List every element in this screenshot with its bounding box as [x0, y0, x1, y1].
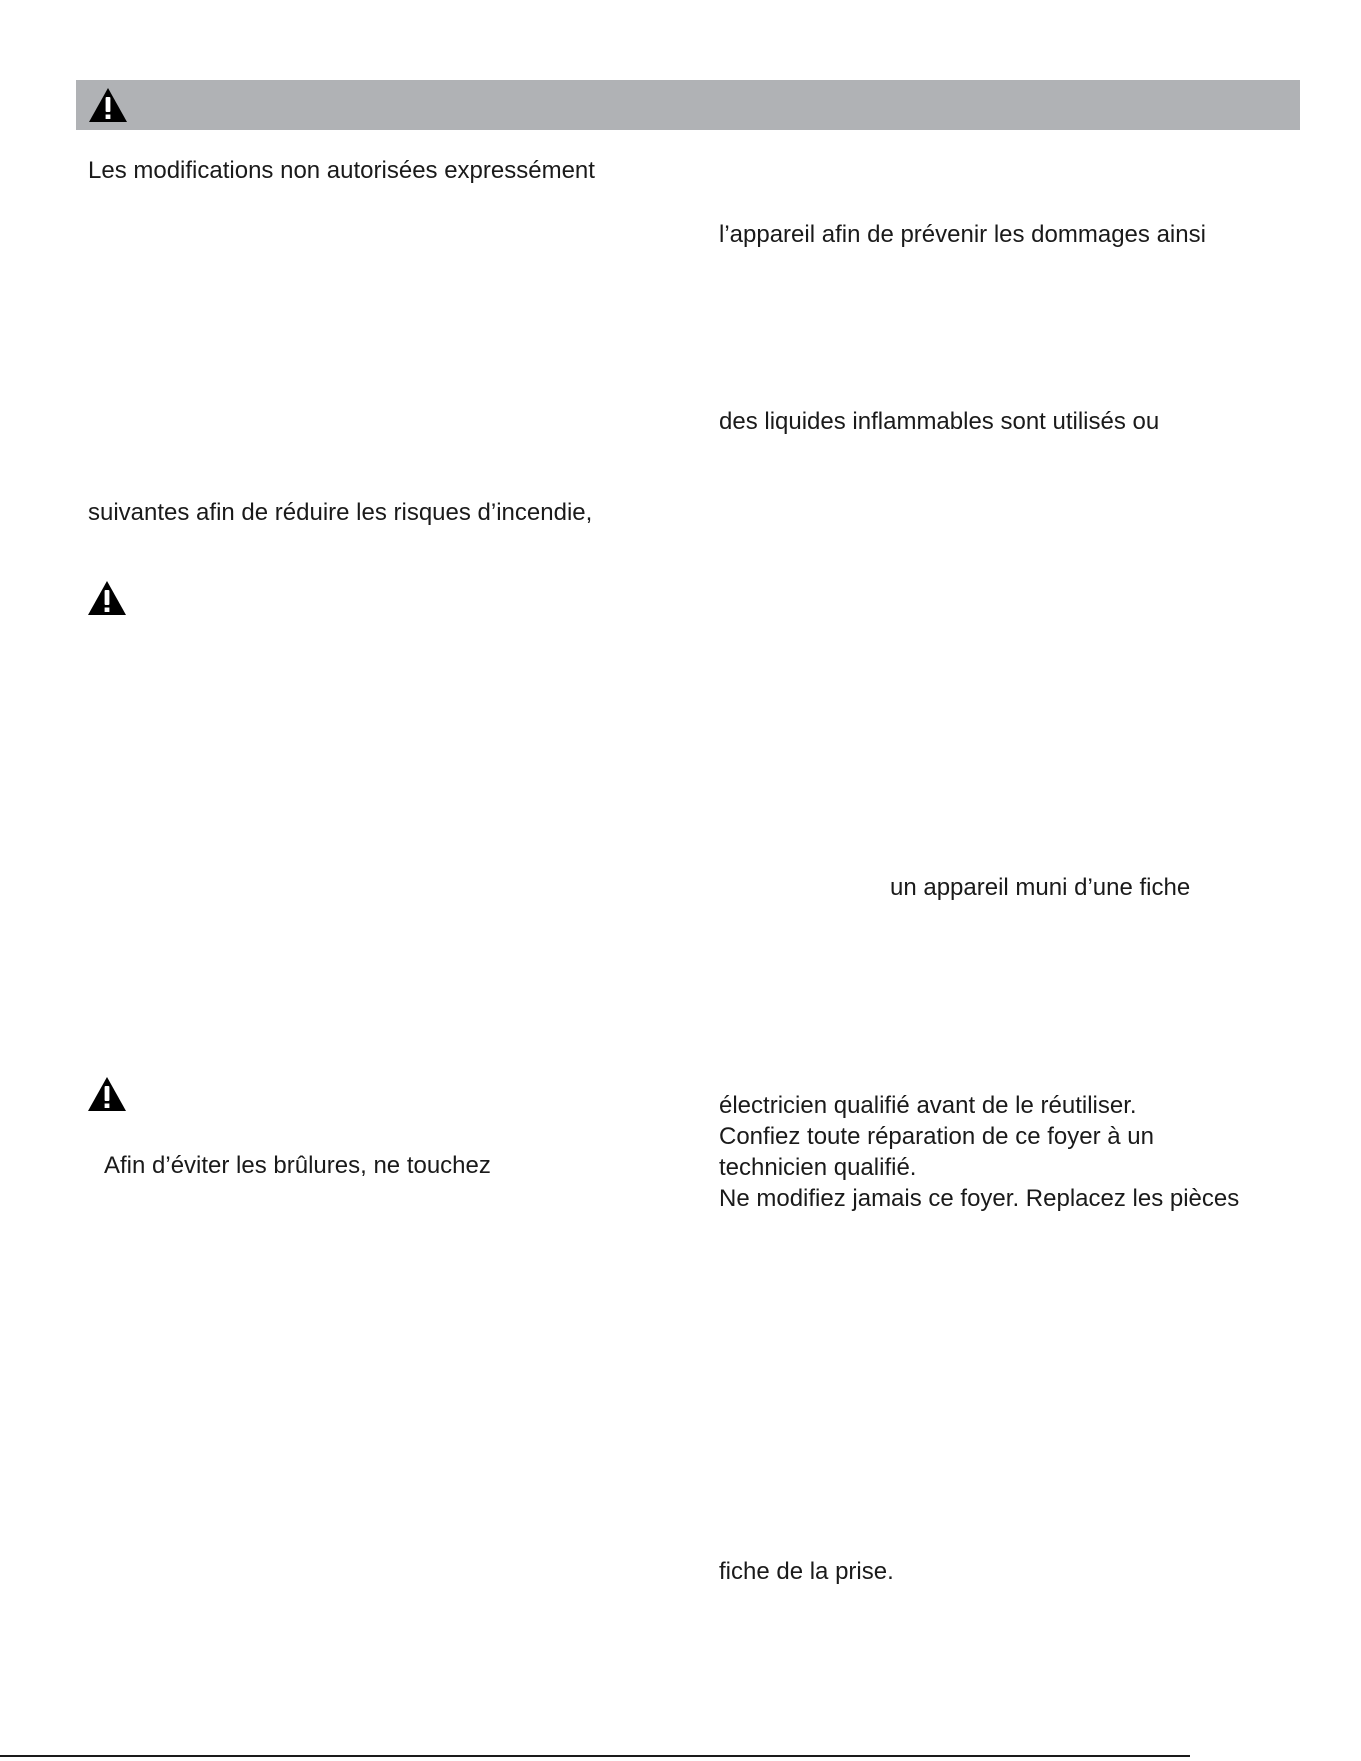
- left-text-brulures: Afin d’éviter les brûlures, ne touchez: [104, 1152, 491, 1179]
- right-text-liquides: des liquides inflammables sont utilisés ou: [719, 408, 1160, 435]
- right-block-line: technicien qualifié.: [719, 1154, 917, 1181]
- right-text-fiche: un appareil muni d’une fiche: [890, 874, 1191, 901]
- right-block-line: Confiez toute réparation de ce foyer à un: [719, 1123, 1154, 1150]
- right-text-prise: fiche de la prise.: [719, 1558, 894, 1585]
- warning-header-bar: [76, 80, 1300, 130]
- warning-triangle-icon: [87, 580, 127, 616]
- right-text-appareil: l’appareil afin de prévenir les dommages ainsi: [719, 221, 1206, 248]
- left-text-modifications: Les modifications non autorisées expressément: [88, 157, 595, 184]
- right-text-block: [719, 1090, 1239, 1214]
- left-text-suivantes: suivantes afin de réduire les risques d’incendie,: [88, 499, 593, 526]
- right-block-line: électricien qualifié avant de le réutiliser.: [719, 1092, 1137, 1119]
- warning-triangle-icon: [88, 87, 128, 123]
- bottom-rule: [0, 1755, 1190, 1757]
- warning-triangle-icon: [87, 1076, 127, 1112]
- right-block-line: Ne modifiez jamais ce foyer. Replacez les pièces: [719, 1185, 1240, 1212]
